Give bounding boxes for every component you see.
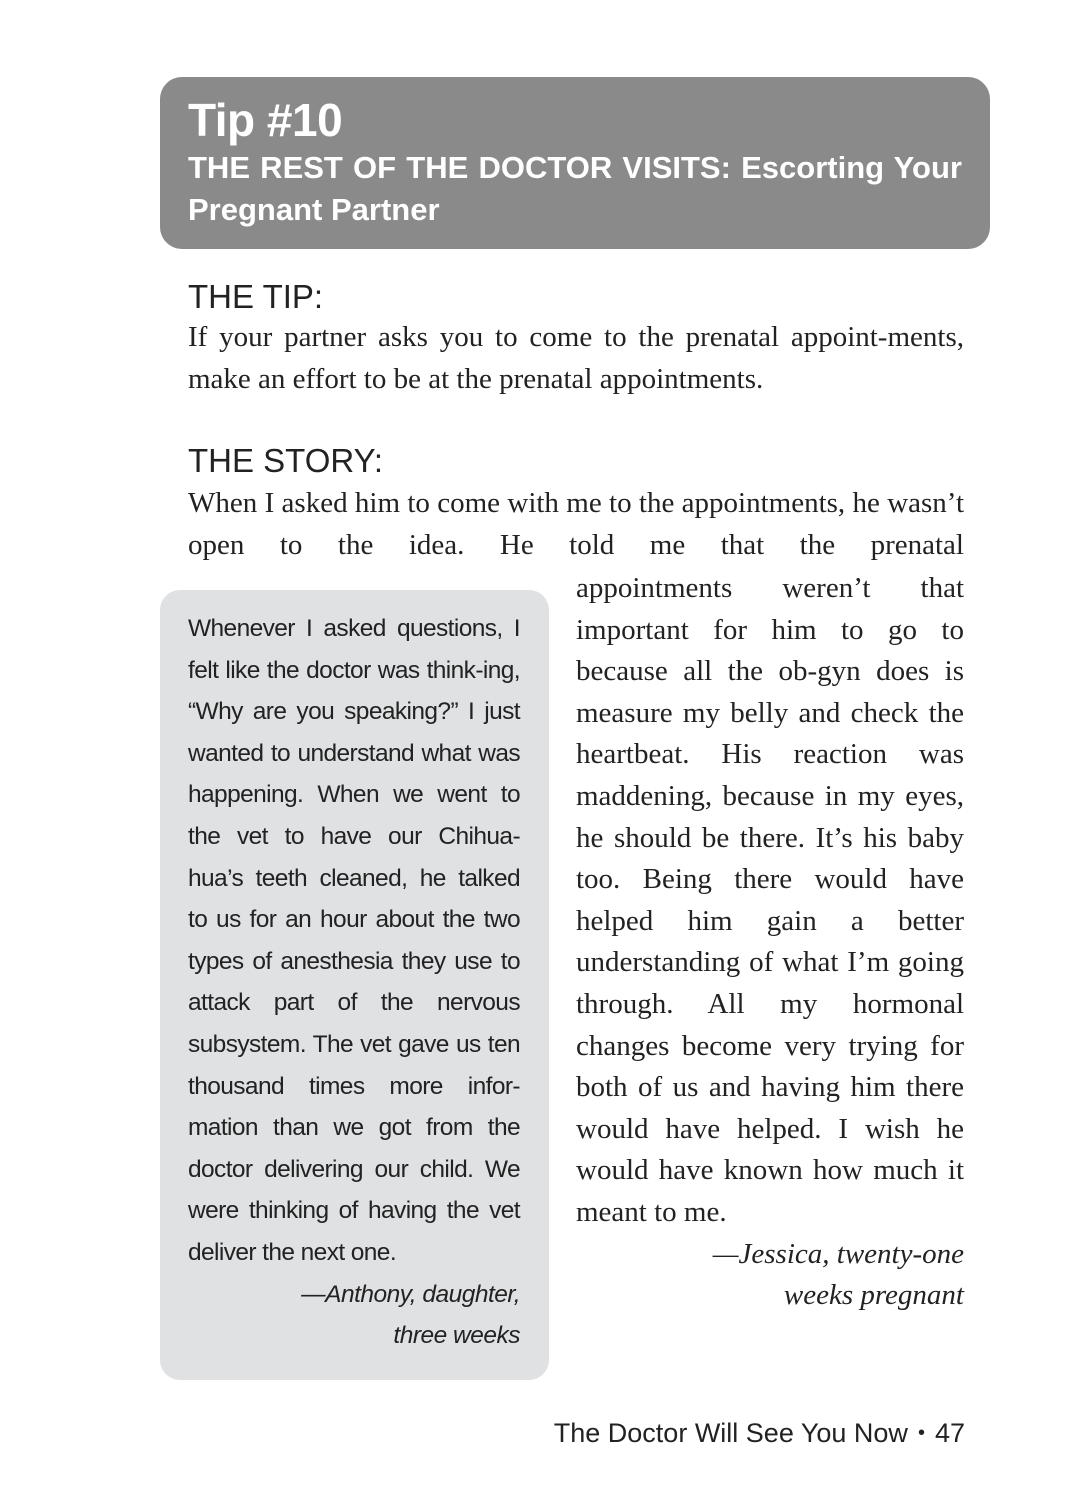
story-attribution-line2: weeks pregnant — [783, 1279, 964, 1312]
story-heading: THE STORY: — [188, 442, 384, 479]
tip-body: If your partner asks you to come to the prenatal appoint-ments, make an effort to be at the prenatal appointments. — [188, 321, 964, 395]
sidebar-quote-text: Whenever I asked questions, I felt like the doctor was think-ing, “Why are you speaking?” I just wanted to understand what was happening. When we went to the vet to have our Chihua-hua’s teeth cleaned, he talked to us for an hour about the two types of anesthesia they use to attack part of the nervous subsystem. The vet gave us ten thousand times more infor-mation than we got from the doctor delivering our child. We were thinking of having the vet deliver the next one. — [188, 615, 520, 1266]
page-footer — [554, 1418, 965, 1449]
tip-number: Tip #10 — [188, 94, 343, 146]
footer-bullet: • — [917, 1422, 925, 1444]
story-continuation: appointments weren’t that important for him to go to because all the ob-gyn does is measure my belly and check the heartbeat. His reaction was maddening, because in my eyes, he should be there. It’s his baby too. Being there would have helped him gain a better understanding of what I’m going through. All my hormonal changes become very trying for both of us and having him there would have helped. I wish he would have known how much it meant to me. — [576, 572, 964, 1228]
sidebar-attribution-line2: three weeks — [393, 1322, 520, 1350]
story-attribution-line1: —Jessica, twenty-one — [712, 1237, 964, 1270]
sidebar-quote-box — [160, 590, 549, 1380]
sidebar-attribution-line1: —Anthony, daughter, — [301, 1280, 520, 1308]
story-intro: When I asked him to come with me to the appointments, he wasn’t open to the idea. He told me that the prenatal — [188, 487, 964, 561]
tip-heading: THE TIP: — [188, 278, 324, 315]
page-number: 47 — [934, 1418, 965, 1448]
chapter-title: The Doctor Will See You Now — [553, 1418, 908, 1448]
tip-title: THE REST OF THE DOCTOR VISITS: Escorting Your Pregnant Partner — [188, 150, 962, 227]
tip-header-box — [160, 77, 990, 249]
story-body — [576, 568, 964, 1317]
